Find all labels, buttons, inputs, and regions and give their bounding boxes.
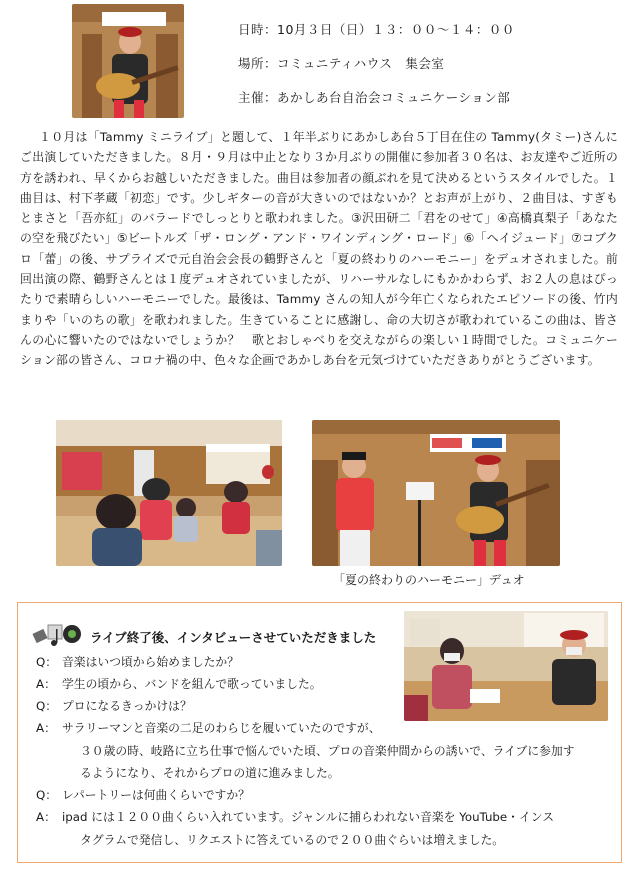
interview-heading: ライブ終了後、インタビューさせていただきました — [90, 630, 377, 645]
answer-3: A： ipad には１２００曲くらい入れています。ジャンルに捕らわれない音楽を YouTube・インス — [36, 810, 555, 824]
interview-photo — [404, 611, 608, 721]
question-3: Q： レパートリーは何曲くらいですか？ — [36, 788, 250, 802]
duo-photo — [312, 420, 560, 566]
answer-2-cont-1: ３０歳の時、岐路に立ち仕事で悩んでいた頃、プロの音楽仲間からの誘いで、ライブに参加す — [80, 744, 575, 758]
duo-caption: 「夏の終わりのハーモニー」デュオ — [333, 573, 525, 587]
music-note-icon — [32, 619, 86, 649]
answer-3-cont: タグラムで発信し、リクエストに答えているので２００曲ぐらいは増えました。 — [80, 833, 505, 847]
event-host: 主催：あかしあ台自治会コミュニケーション部 — [238, 90, 511, 105]
article-body — [20, 127, 618, 371]
answer-2-cont-2: るようになり、それからプロの道に進みました。 — [80, 766, 340, 780]
performer-photo — [72, 4, 184, 118]
question-1: Q： 音楽はいつ頃から始めましたか？ — [36, 655, 239, 669]
audience-photo — [56, 420, 282, 566]
question-2: Q： プロになるきっかけは？ — [36, 699, 192, 713]
article-paragraph: １０月は「Tammy ミニライブ」と題して、１年半ぶりにあかしあ台５丁目在住の Tammy(タミー)さんにご出演していただきました。８月・９月は中止となり３か月ぶりの開催に参加者３０名は、お友達やご近所の方を誘われ、早くからお越しいただきました。曲目は参加者の顔ぶれを見て決めるというスタイルでした。１曲目は、村下孝蔵「初恋」です。少しギターの音が大きいのではないか？とお声が上がり、２曲目は、すぎもとまさと「吾亦紅」のバラードでしっとりと歌われました。③沢田研二「君をのせて」④高橋真梨子「あなたの空を飛びたい」⑤ビートルズ「ザ・ロング・アンド・ワインディング・ロード」⑥「ヘイジュード」⑦コブクロ「蕾」の後、サプライズで元自治会会長の鶴野さんと「夏の終わりのハーモニー」をデュオされました。前回出演の際、鶴野さんとは１度デュオされていましたが、リハーサルなしにもかかわらず、お２人の息はぴったりで素晴らしいハーモニーでした。最後は、Tammy さんの知人が今年亡くなられたエピソードの後、竹内まりや「いのちの歌」を歌われました。生きていることに感謝し、命の大切さが歌われているこの曲は、皆さんの心に響いたのではないでしょうか？ 歌とおしゃべりを交えながらの楽しい１時間でした。コミュニケーション部の皆さん、コロナ禍の中、色々な企画であかしあ台を元気づけていただきありがとうございます。 — [20, 130, 618, 368]
answer-1: A： 学生の頃から、バンドを組んで歌っていました。 — [36, 677, 322, 691]
event-date: 日時：10月３日（日）１３：００～１４：００ — [238, 22, 515, 37]
answer-2: A： サラリーマンと音楽の二足のわらじを履いていたのですが、 — [36, 721, 381, 735]
interview-box — [17, 602, 622, 863]
event-place: 場所：コミュニティハウス 集会室 — [238, 56, 445, 71]
